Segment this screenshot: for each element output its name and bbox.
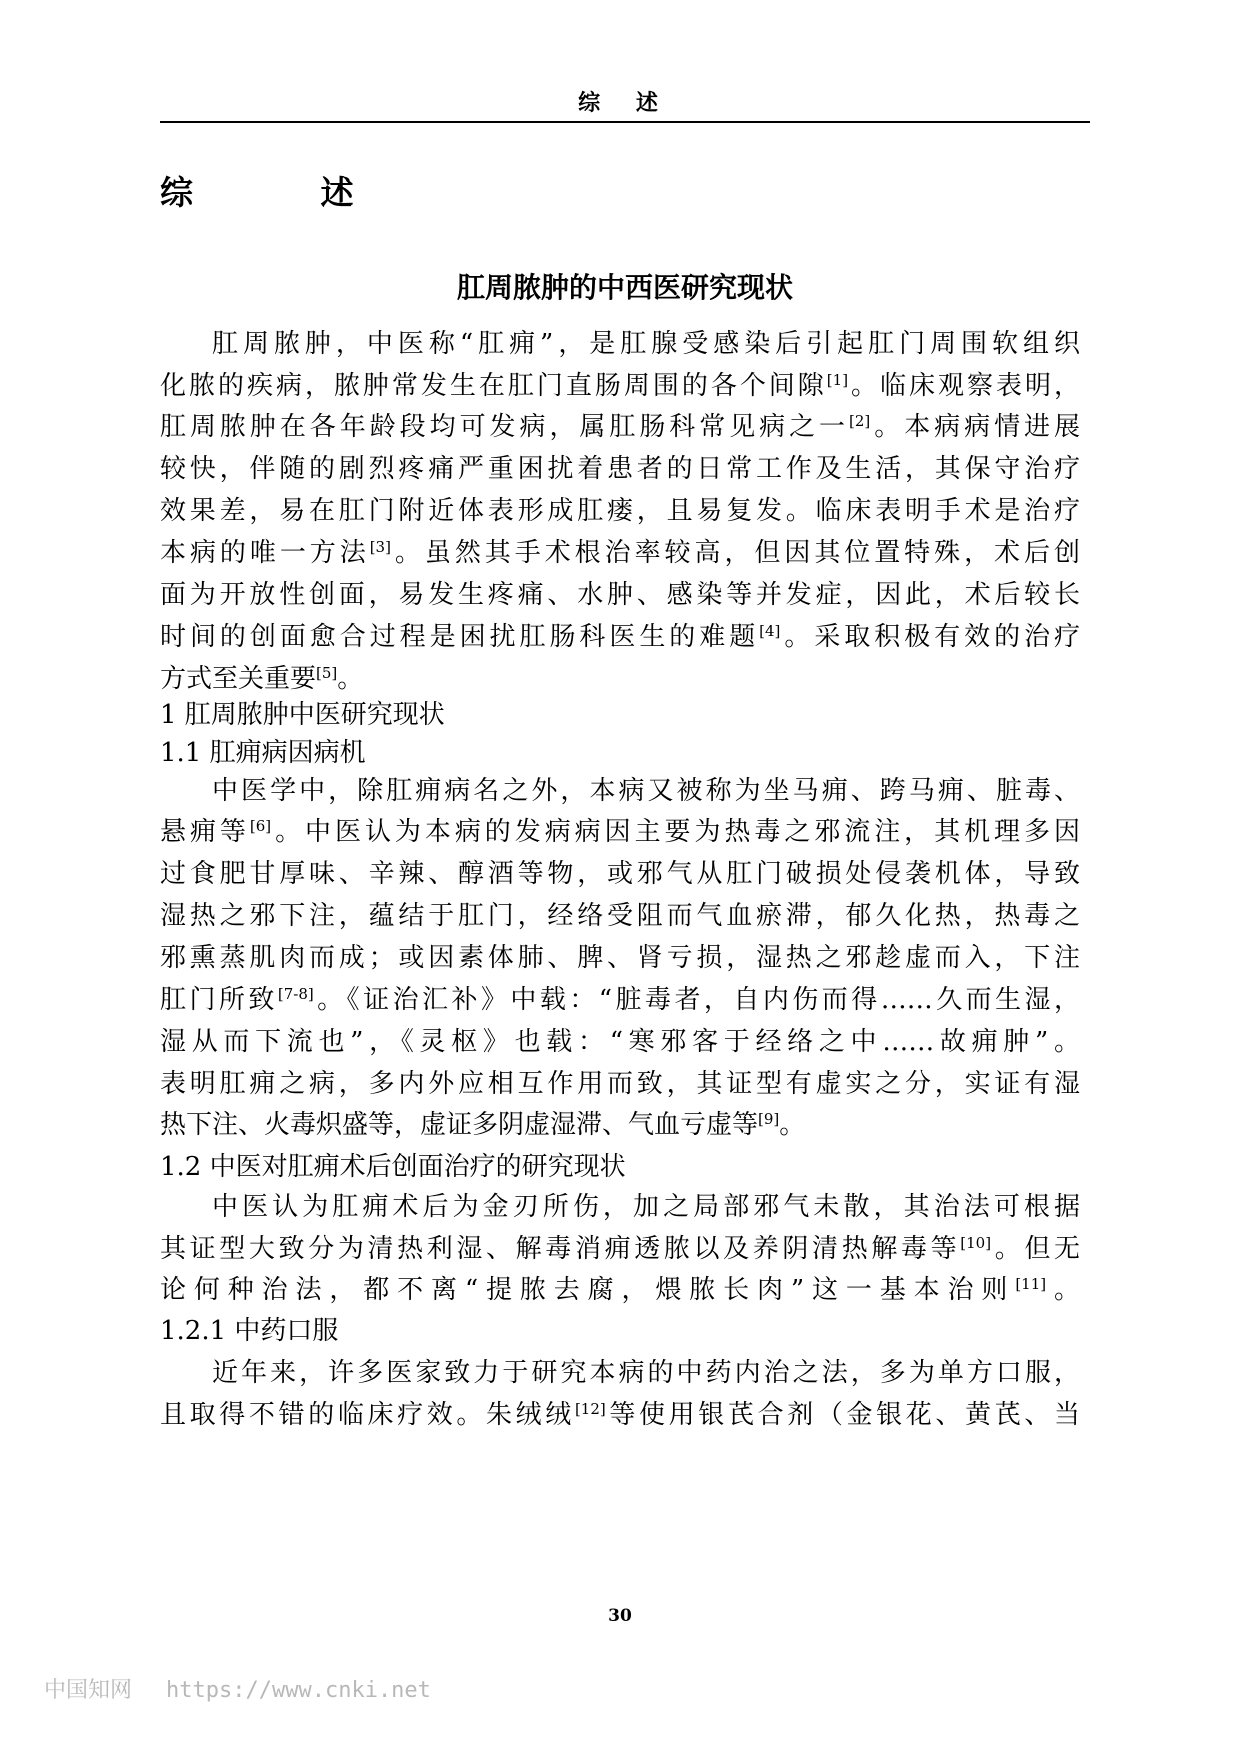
text-segment: 肛周脓肿在各年龄段均可发病，属肛肠科常见病之一 [160, 412, 850, 442]
text-segment: 效果差，易在肛门附近体表形成肛瘘，且易复发。临床表明手术是治疗 [160, 496, 1080, 526]
text-segment: 中医学中，除肛痈病名之外，本病又被称为坐马痈、跨马痈、脏毒、 [212, 776, 1080, 806]
text-segment: 面为开放性创面，易发生疼痛、水肿、感染等并发症，因此，术后较长 [160, 580, 1080, 610]
watermark-logo: 中国知网 [44, 1678, 133, 1703]
text-segment: 。虽然其手术根治率较高，但因其位置特殊，术后创 [390, 538, 1080, 568]
text-line [160, 983, 1080, 1017]
cnki-watermark [44, 1673, 431, 1704]
text-line [160, 662, 1080, 696]
text-line [160, 815, 1080, 849]
text-line [160, 1150, 1080, 1184]
text-segment: 。 [1046, 1275, 1080, 1305]
text-line [160, 369, 1080, 403]
text-segment: 。《证治汇补》中载：“脏毒者，自内伤而得……久而生湿， [313, 985, 1080, 1015]
text-segment: 湿从而下流也”，《灵枢》也载：“寒邪客于经络之中……故痈肿”。 [160, 1027, 1080, 1057]
text-segment: 且取得不错的临床疗效。朱绒绒 [160, 1400, 575, 1430]
text-line [160, 698, 1080, 732]
text-segment: 1.2 中医对肛痈术后创面治疗的研究现状 [160, 1152, 626, 1182]
text-line [160, 578, 1080, 612]
text-segment: 过食肥甘厚味、辛辣、醇酒等物，或邪气从肛门破损处侵袭机体，导致 [160, 859, 1080, 889]
text-line [160, 494, 1080, 528]
text-segment: 肛门所致 [160, 985, 278, 1015]
text-segment: 。中医认为本病的发病病因主要为热毒之邪流注，其机理多因 [271, 817, 1080, 847]
text-segment: 悬痈等 [160, 817, 250, 847]
text-line [212, 1356, 1080, 1390]
text-line [160, 1314, 1080, 1348]
section-title: 综 述 [160, 173, 412, 212]
text-segment: 。 [779, 1110, 806, 1140]
text-segment: 中医认为肛痈术后为金刃所伤，加之局部邪气未散，其治法可根据 [212, 1192, 1080, 1222]
text-line [160, 857, 1080, 891]
text-segment: 等使用银芪合剂（金银花、黄芪、当 [605, 1400, 1080, 1430]
paper-title: 肛周脓肿的中西医研究现状 [456, 271, 793, 304]
text-line [160, 736, 1080, 770]
citation-ref: [10] [960, 1234, 992, 1252]
text-segment: 时间的创面愈合过程是困扰肛肠科医生的难题 [160, 622, 760, 652]
citation-ref: [2] [849, 412, 871, 430]
citation-ref: [11] [1015, 1275, 1047, 1293]
text-line [160, 1273, 1080, 1307]
text-line [212, 774, 1080, 808]
citation-ref: [6] [249, 817, 272, 835]
text-line [160, 1067, 1080, 1101]
text-line [160, 536, 1080, 570]
text-segment: 论何种治法，都不离“提脓去腐，煨脓长肉”这一基本治则 [160, 1275, 1016, 1305]
text-segment: 本病的唯一方法 [160, 538, 370, 568]
text-segment: 。采取积极有效的治疗 [780, 622, 1080, 652]
running-header: 综 述 [578, 91, 672, 116]
text-line [160, 1025, 1080, 1059]
citation-ref: [5] [316, 664, 338, 682]
text-line [212, 327, 1080, 361]
text-segment: 方式至关重要 [160, 664, 317, 694]
text-segment: 1.1 肛痈病因病机 [160, 738, 366, 768]
text-segment: 表明肛痈之病，多内外应相互作用而致，其证型有虚实之分，实证有湿 [160, 1069, 1080, 1099]
page-number: 30 [608, 1606, 632, 1626]
watermark-url: https://www.cnki.net [166, 1678, 431, 1703]
text-segment: 。 [337, 664, 364, 694]
citation-ref: [3] [369, 538, 391, 556]
text-segment: 邪熏蒸肌肉而成；或因素体肺、脾、肾亏损，湿热之邪趁虚而入，下注 [160, 943, 1080, 973]
text-line [160, 1108, 1080, 1142]
text-segment: 肛周脓肿，中医称“肛痈”，是肛腺受感染后引起肛门周围软组织 [212, 329, 1080, 359]
text-line [160, 1398, 1080, 1432]
header-rule [160, 121, 1090, 123]
text-line [160, 452, 1080, 486]
citation-ref: [12] [574, 1400, 606, 1418]
text-segment: 其证型大致分为清热利湿、解毒消痈透脓以及养阴清热解毒等 [160, 1234, 961, 1264]
text-line [160, 1232, 1080, 1266]
text-segment: 。临床观察表明， [848, 371, 1080, 401]
citation-ref: [4] [759, 622, 781, 640]
text-line [160, 941, 1080, 975]
text-segment: 湿热之邪下注，蕴结于肛门，经络受阻而气血瘀滞，郁久化热，热毒之 [160, 901, 1080, 931]
citation-ref: [1] [826, 371, 849, 389]
citation-ref: [9] [758, 1110, 780, 1128]
text-segment: 近年来，许多医家致力于研究本病的中药内治之法，多为单方口服， [212, 1358, 1080, 1388]
text-segment: 1 肛周脓肿中医研究现状 [160, 700, 445, 730]
text-segment: 1.2.1 中药口服 [160, 1316, 339, 1346]
text-segment: 。本病病情进展 [870, 412, 1080, 442]
text-segment: 较快，伴随的剧烈疼痛严重困扰着患者的日常工作及生活，其保守治疗 [160, 454, 1080, 484]
text-segment: 热下注、火毒炽盛等，虚证多阴虚湿滞、气血亏虚等 [160, 1110, 759, 1140]
text-line [160, 620, 1080, 654]
text-segment: 化脓的疾病，脓肿常发生在肛门直肠周围的各个间隙 [160, 371, 827, 401]
text-segment: 。但无 [991, 1234, 1080, 1264]
text-line [160, 410, 1080, 444]
citation-ref: [7-8] [277, 985, 314, 1003]
text-line [212, 1190, 1080, 1224]
text-line [160, 899, 1080, 933]
